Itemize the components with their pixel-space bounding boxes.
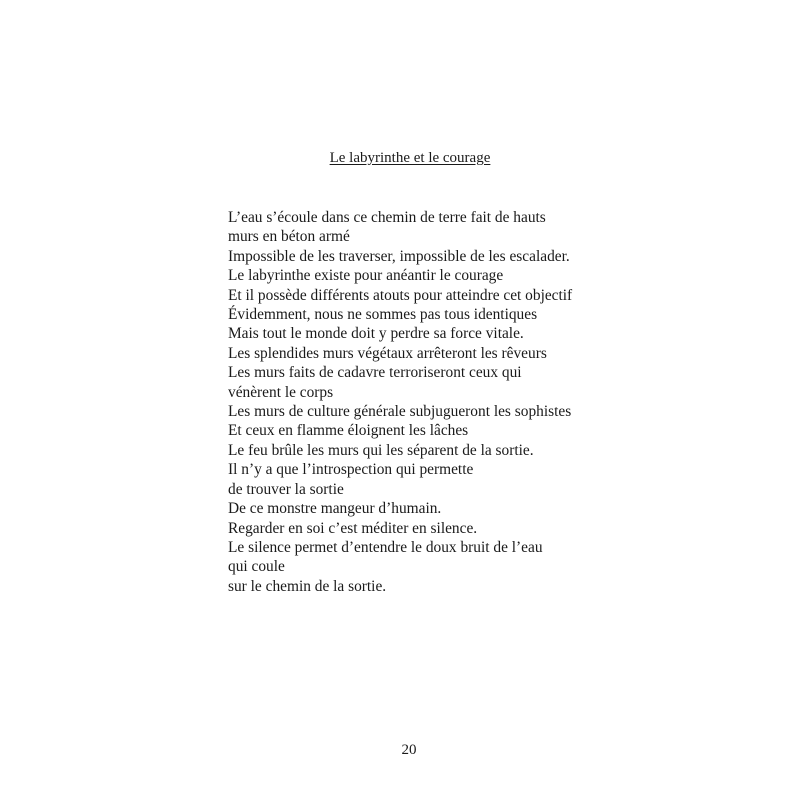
poem-line: Il n’y a que l’introspection qui permette xyxy=(228,461,474,479)
poem-line: Évidemment, nous ne sommes pas tous identiques xyxy=(228,306,538,324)
poem-line: sur le chemin de la sortie. xyxy=(228,577,387,595)
poem-line: L’eau s’écoule dans ce chemin de terre fait de hauts xyxy=(228,209,546,226)
poem-body xyxy=(228,208,608,596)
poem-line: de trouver la sortie xyxy=(228,480,344,498)
poem-line: Et il possède différents atouts pour atteindre cet objectif xyxy=(228,286,573,304)
page-number: 20 xyxy=(401,742,417,758)
poem-line: Les murs faits de cadavre terroriseront ceux qui xyxy=(228,364,522,382)
poem-line: Le feu brûle les murs qui les séparent de la sortie. xyxy=(228,441,534,459)
poem-line: Et ceux en flamme éloignent les lâches xyxy=(228,422,469,440)
poem-line: Mais tout le monde doit y perdre sa force vitale. xyxy=(228,325,524,343)
poem-title: Le labyrinthe et le courage xyxy=(329,150,491,166)
poem-line: qui coule xyxy=(228,558,285,576)
poem-line: Le silence permet d’entendre le doux bruit de l’eau xyxy=(228,538,543,556)
poem-line: Les splendides murs végétaux arrêteront les rêveurs xyxy=(228,344,547,362)
poem-line: murs en béton armé xyxy=(228,228,350,246)
poem-line: Le labyrinthe existe pour anéantir le courage xyxy=(228,267,504,285)
poem-line: De ce monstre mangeur d’humain. xyxy=(228,500,442,518)
poem-line: Regarder en soi c’est méditer en silence. xyxy=(228,519,478,537)
poem-line: vénèrent le corps xyxy=(228,383,334,401)
poem-line: Les murs de culture générale subjugueront les sophistes xyxy=(228,403,572,421)
poem-line: Impossible de les traverser, impossible de les escalader. xyxy=(228,247,570,265)
